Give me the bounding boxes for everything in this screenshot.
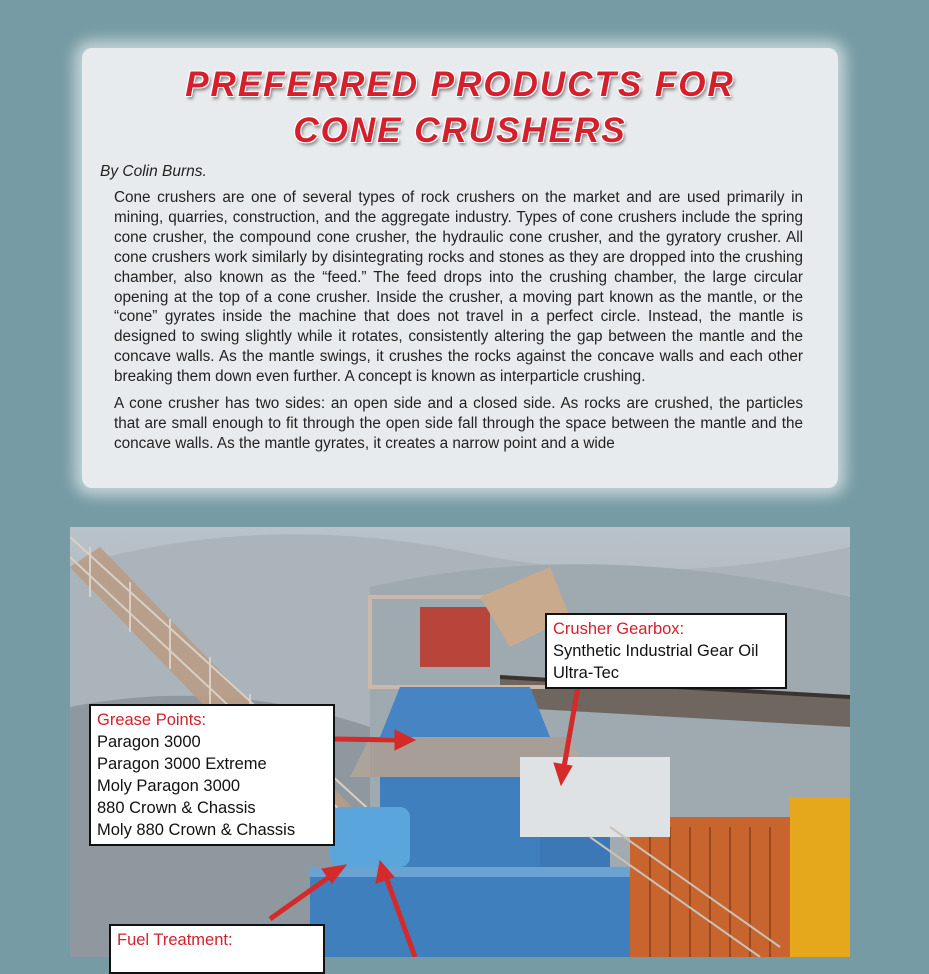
callout-item: Moly 880 Crown & Chassis bbox=[97, 821, 296, 839]
callout-title: Crusher Gearbox: bbox=[553, 620, 685, 638]
callout-item: Synthetic Industrial Gear Oil bbox=[553, 642, 759, 660]
callout-item: Moly Paragon 3000 bbox=[97, 777, 241, 795]
callout-item: 880 Crown & Chassis bbox=[97, 799, 256, 817]
paragraph-1: Cone crushers are one of several types of rock crushers on the market and are used primarily in mining, quarries, construction, and the aggregate industry. Types of cone crushers include the spring cone crusher, the compound cone crusher, the hydraulic cone crusher, and the gyratory crusher. All cone crushers work similarly by disintegrating rocks and stones as they are dropped into the crushing chamber, also known as the “feed.” The feed drops into the crushing chamber, the large circular opening at the top of a cone crusher. Inside the crusher, a moving part known as the mantle, or the “cone” gyrates inside the machine that does not travel in a perfect circle. Instead, the mantle is designed to swing slightly while it rotates, consistently altering the gap between the mantle and the concave walls. As the mantle swings, it crushes the rocks against the concave walls and each other breaking them down even further. A concept is known as interparticle crushing. bbox=[114, 189, 803, 386]
title-line-2: CONE CRUSHERS bbox=[293, 111, 627, 150]
callout-crusher-gearbox bbox=[545, 613, 787, 689]
callout-item: Ultra-Tec bbox=[553, 664, 620, 682]
callout-fuel-treatment bbox=[109, 924, 325, 974]
article-body bbox=[114, 188, 803, 461]
callout-grease-points bbox=[89, 704, 335, 846]
title-line-1: PREFERRED PRODUCTS FOR bbox=[185, 65, 735, 104]
callout-title: Fuel Treatment: bbox=[117, 931, 233, 949]
callout-item: Paragon 3000 Extreme bbox=[97, 755, 267, 773]
article-title bbox=[82, 62, 838, 154]
byline: By Colin Burns. bbox=[100, 163, 207, 180]
callout-item: Paragon 3000 bbox=[97, 733, 201, 751]
article-panel bbox=[82, 48, 838, 488]
callout-title: Grease Points: bbox=[97, 711, 207, 729]
paragraph-2: A cone crusher has two sides: an open side and a closed side. As rocks are crushed, the particles that are small enough to fit through the open side fall through the space between the mantle and the concave walls. As the mantle gyrates, it creates a narrow point and a wide bbox=[114, 395, 803, 452]
